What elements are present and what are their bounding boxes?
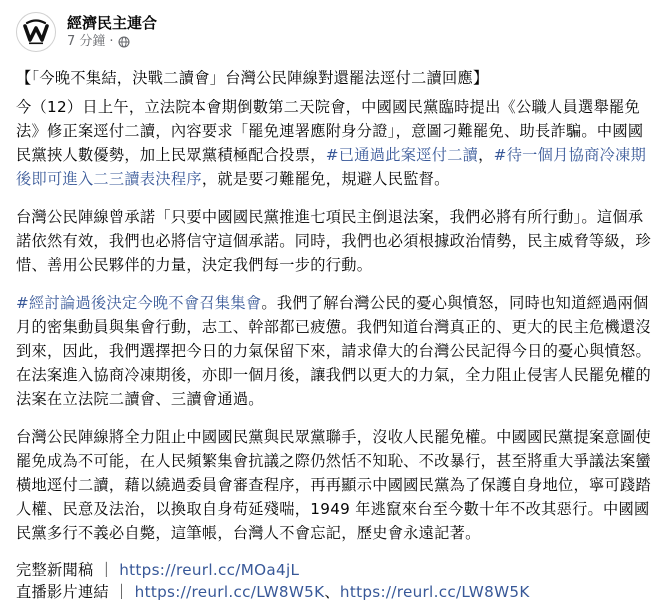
video-link-row: [16, 581, 655, 603]
post-content: [16, 66, 655, 603]
post-header: [16, 8, 655, 56]
news-link-label: 完整新聞稿 ｜: [16, 561, 120, 579]
hashtag-link[interactable]: #已通過此案逕付二讀: [325, 146, 479, 164]
post-meta: [67, 33, 157, 51]
avatar[interactable]: [16, 12, 56, 52]
paragraph-3-text: 。我們了解台灣公民的憂心與憤怒，同時也知道經過兩個月的密集動員與集會行動，志工、幹部都已疲憊。我們知道台灣真正的、更大的民主危機還沒到來，因此，我們選擇把今日的力氣保留下來，請求偉大的台灣公民記得今日的憂心與憤怒。在法案進入協商冷凍期後，亦即一個月後，讓我們以更大的力氣，全力阻止侵害人民罷免權的法案在立法院二讀會、三讀會通過。: [16, 294, 651, 408]
post-timestamp[interactable]: 7 分鐘: [67, 34, 106, 49]
paragraph-1-text-a: 今（12）日上午，立法院本會期倒數第二天院會，中國國民黨臨時提出《公職人員選舉罷免法》修正案逕付二讀，內容要求「罷免連署應附身分證」，意圖刁難罷免、助長詐騙。中國國民黨挾人數優勢，加上民眾黨積極配合投票，: [16, 98, 644, 164]
logo-icon: [21, 17, 51, 47]
paragraph-1-text-b: ，就是要刁難罷免，規避人民監督。: [201, 170, 450, 188]
hashtag-link[interactable]: #經討論過後決定今晚不會召集集會: [16, 294, 262, 312]
paragraph-4: 台灣公民陣線將全力阻止中國國民黨與民眾黨聯手，沒收人民罷免權。中國國民黨提案意圖使罷免成為不可能，在人民頻繁集會抗議之際仍然恬不知恥、不改暴行，甚至將重大爭議法案蠻橫地逕付二讀，藉以繞過委員會審查程序，再再顯示中國國民黨為了保護自身地位，寧可踐踏人權、民意及法治，以換取自身苟延殘喘，1949 年逃竄來台至今數十年不改其惡行。中國國民黨多行不義必自斃，這筆帳，台灣人不會忘記，歷史會永遠記著。: [16, 428, 651, 542]
video-link-1[interactable]: https://reurl.cc/LW8W5K: [134, 583, 325, 601]
paragraph-1-separator: ，: [478, 146, 494, 164]
author-name[interactable]: 經濟民主連合: [67, 14, 158, 32]
paragraph-2: 台灣公民陣線曾承諾「只要中國國民黨推進七項民主倒退法案，我們必將有所行動」。這個承諾依然有效，我們也必將信守這個承諾。同時，我們也必須根據政治情勢，民主威脅等級，珍惜、善用公民夥伴的力量，決定我們每一步的行動。: [16, 208, 651, 274]
video-link-separator: 、: [324, 583, 340, 601]
hashtag-link[interactable]: #待一個月協商冷凍期後即可進入二三讀表決程序: [16, 146, 647, 188]
news-link-row: [16, 559, 655, 581]
post-title: 【「今晚不集結，決戰二讀會」台灣公民陣線對還罷法逕付二讀回應】: [16, 69, 489, 87]
video-link-label: 直播影片連結 ｜: [16, 583, 135, 601]
video-link-2[interactable]: https://reurl.cc/LW8W5K: [339, 583, 530, 601]
author-block: [67, 13, 157, 51]
paragraph-3: [16, 291, 655, 411]
meta-separator: ·: [109, 34, 114, 49]
links-block: [16, 559, 655, 603]
paragraph-1: [16, 95, 655, 191]
globe-icon[interactable]: [118, 36, 130, 48]
news-link[interactable]: https://reurl.cc/MOa4jL: [119, 561, 300, 579]
